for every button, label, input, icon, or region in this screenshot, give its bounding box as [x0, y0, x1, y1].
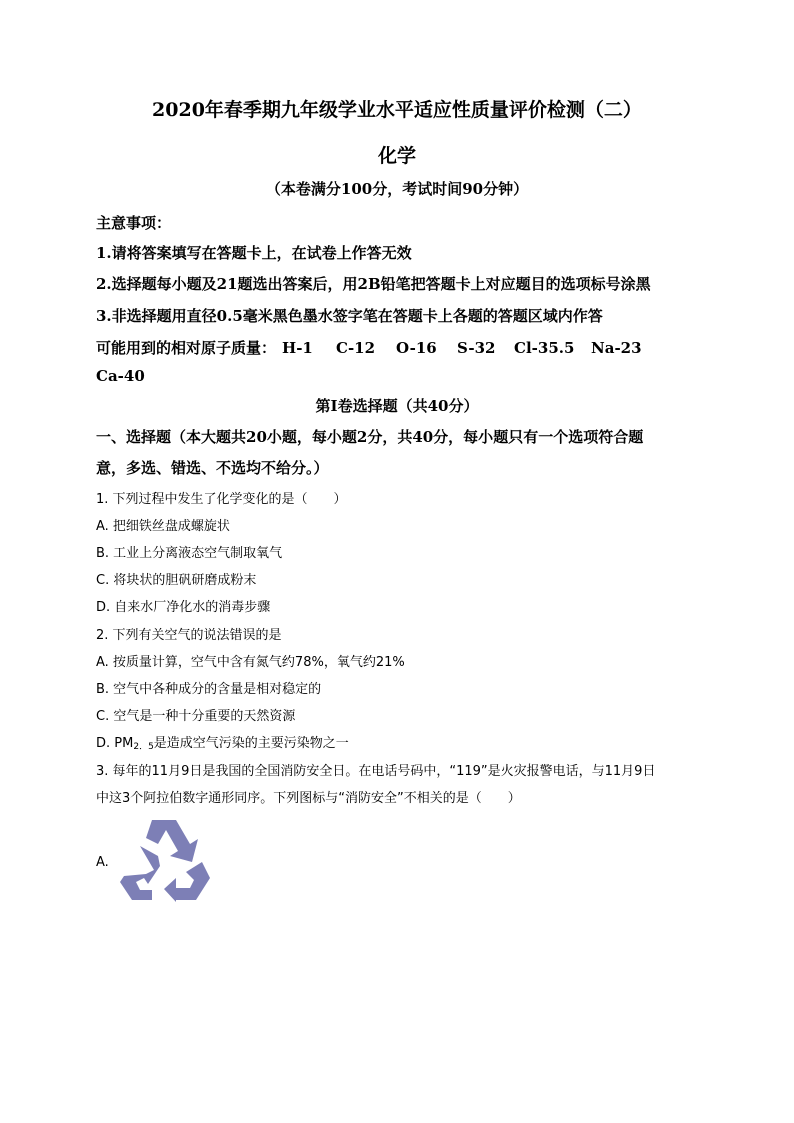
atomic-mass-value: Na-23 [591, 339, 642, 357]
atomic-mass-label: 可能用到的相对原子质量： [96, 339, 277, 357]
recycle-icon [118, 816, 214, 904]
atomic-mass-value: O-16 [396, 339, 437, 357]
question-3-stem-continued: 中这3个阿拉伯数字通形同序。下列图标与“消防安全”不相关的是（ ） [96, 791, 521, 806]
question-1-option-a: A. 把细铁丝盘成螺旋状 [96, 519, 230, 534]
section-instruction: 一、选择题（本大题共20小题，每小题2分，共40分，每小题只有一个选项符合题 [96, 428, 644, 446]
section-title: 第I卷选择题（共40分） [315, 397, 479, 415]
atomic-mass-value: S-32 [457, 339, 496, 357]
option-d-suffix: 是造成空气污染的主要污染物之一 [153, 736, 349, 751]
option-d-subscript: 2．5 [133, 742, 154, 752]
notice-item: 3.非选择题用直径0.5毫米黑色墨水签字笔在答题卡上各题的答题区域内作答 [96, 307, 603, 325]
atomic-mass-value: Cl-35.5 [514, 339, 575, 357]
question-3-stem: 3. 每年的11月9日是我国的全国消防安全日。在电话号码中，“119”是火灾报警电话，与11月9日 [96, 764, 656, 779]
exam-title: 2020年春季期九年级学业水平适应性质量评价检测（二） [152, 99, 642, 121]
notice-heading: 主意事项： [96, 214, 172, 232]
question-1-option-b: B. 工业上分离液态空气制取氧气 [96, 546, 283, 561]
question-1-option-d: D. 自来水厂净化水的消毒步骤 [96, 600, 271, 615]
exam-subject: 化学 [377, 145, 416, 167]
atomic-mass-wrap: Ca-40 [96, 367, 145, 385]
section-instruction: 意，多选、错选、不选均不给分。） [96, 459, 329, 477]
notice-item: 2.选择题每小题及21题选出答案后，用2B铅笔把答题卡上对应题目的选项标号涂黑 [96, 275, 651, 293]
question-2-stem: 2. 下列有关空气的说法错误的是 [96, 628, 282, 643]
exam-note: （本卷满分100分，考试时间90分钟） [265, 180, 529, 198]
question-1-option-c: C. 将块状的胆矾研磨成粉末 [96, 573, 257, 588]
atomic-mass-value: C-12 [336, 339, 376, 357]
question-1-stem: 1. 下列过程中发生了化学变化的是（ ） [96, 492, 347, 507]
question-3-option-a-label: A. [96, 855, 109, 870]
atomic-mass-line [96, 337, 642, 358]
atomic-mass-value: H-1 [282, 339, 313, 357]
question-2-option-c: C. 空气是一种十分重要的天然资源 [96, 709, 296, 724]
question-2-option-b: B. 空气中各种成分的含量是相对稳定的 [96, 682, 322, 697]
question-2-option-d [96, 732, 349, 752]
question-2-option-a: A. 按质量计算，空气中含有氮气约78%，氧气约21% [96, 655, 405, 670]
notice-item: 1.请将答案填写在答题卡上，在试卷上作答无效 [96, 244, 412, 262]
option-d-prefix: D. PM [96, 736, 134, 751]
